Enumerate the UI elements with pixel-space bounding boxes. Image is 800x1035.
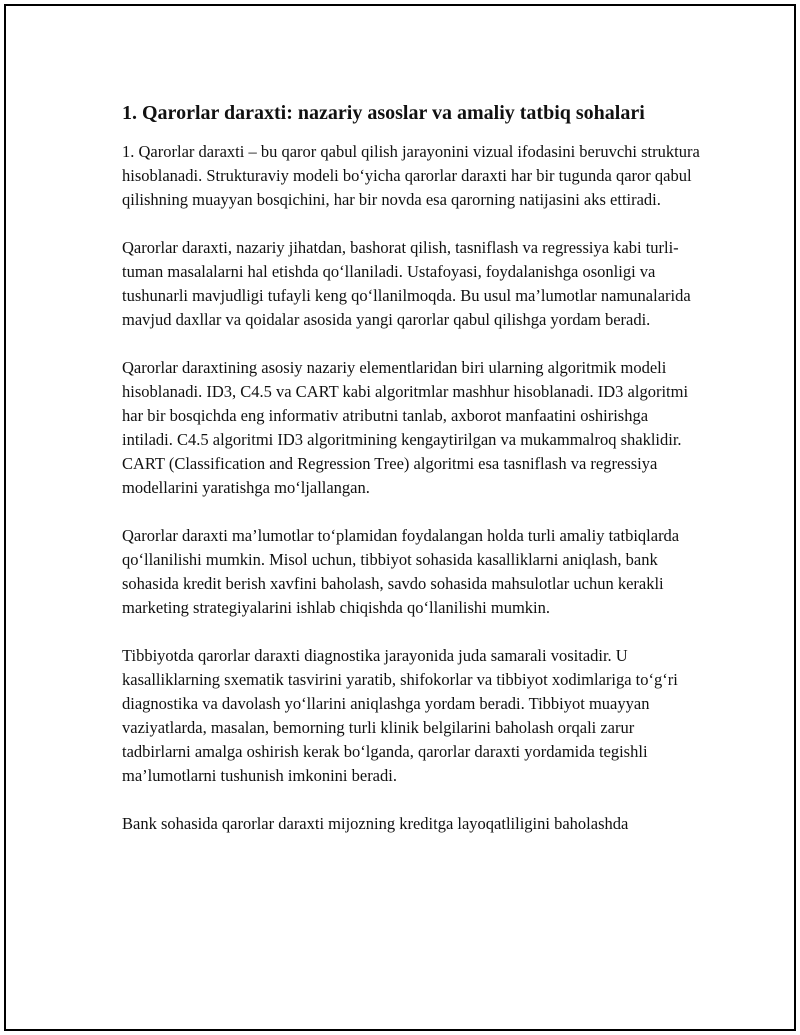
document-body [122,98,702,860]
page-frame [4,4,796,1031]
paragraph-applications: Qarorlar daraxti ma’lumotlar to‘plamidan foydalangan holda turli amaliy tatbiqlarda qo‘llanilishi mumkin. Misol uchun, tibbiyot sohasida kasalliklarni aniqlash, bank sohasida kredit berish xavfini baholash, savdo sohasida mahsulotlar uchun kerakli marketing strategiyalarini ishlab chiqishda qo‘llanilishi mumkin. [122,526,680,617]
paragraph-definition: 1. Qarorlar daraxti – bu qaror qabul qilish jarayonini vizual ifodasini beruvchi struktura hisoblanadi. Strukturaviy modeli bo‘yicha qarorlar daraxti har bir tugunda qaror qabul qilishning muayyan bosqichini, har bir novda esa qarorning natijasini aks ettiradi. [122,142,700,209]
paragraph-theory: Qarorlar daraxti, nazariy jihatdan, bashorat qilish, tasniflash va regressiya kabi turli-tuman masalalarni hal etishda qo‘llaniladi. Ustafoyasi, foydalanishga osonligi va tushunarli mavjudligi tufayli keng qo‘llanilmoqda. Bu usul ma’lumotlar namunalarida mavjud daxllar va qoidalar asosida yangi qarorlar qabul qilishga yordam beradi. [122,238,691,329]
paragraph-banking: Bank sohasida qarorlar daraxti mijozning kreditga layoqatliligini baholashda [122,814,629,833]
document-title: 1. Qarorlar daraxti: nazariy asoslar va amaliy tatbiq sohalari [122,102,645,124]
paragraph-medicine: Tibbiyotda qarorlar daraxti diagnostika jarayonida juda samarali vositadir. U kasalliklarning sxematik tasvirini yaratib, shifokorlar va tibbiyot xodimlariga to‘g‘ri diagnostika va davolash yo‘llarini aniqlashga yordam beradi. Tibbiyot muayyan vaziyatlarda, masalan, bemorning turli klinik belgilarini baholash orqali zarur tadbirlarni amalga oshirish kerak bo‘lganda, qarorlar daraxti yordamida tegishli ma’lumotlarni tushunish imkonini beradi. [122,646,678,785]
paragraph-algorithms: Qarorlar daraxtining asosiy nazariy elementlaridan biri ularning algoritmik modeli hisoblanadi. ID3, C4.5 va CART kabi algoritmlar mashhur hisoblanadi. ID3 algoritmi har bir bosqichda eng informativ atributni tanlab, axborot manfaatini oshirishga intiladi. C4.5 algoritmi ID3 algoritmining kengaytirilgan va mukammalroq shaklidir. CART (Classification and Regression Tree) algoritmi esa tasniflash va regressiya modellarini yaratishga mo‘ljallangan. [122,358,689,497]
